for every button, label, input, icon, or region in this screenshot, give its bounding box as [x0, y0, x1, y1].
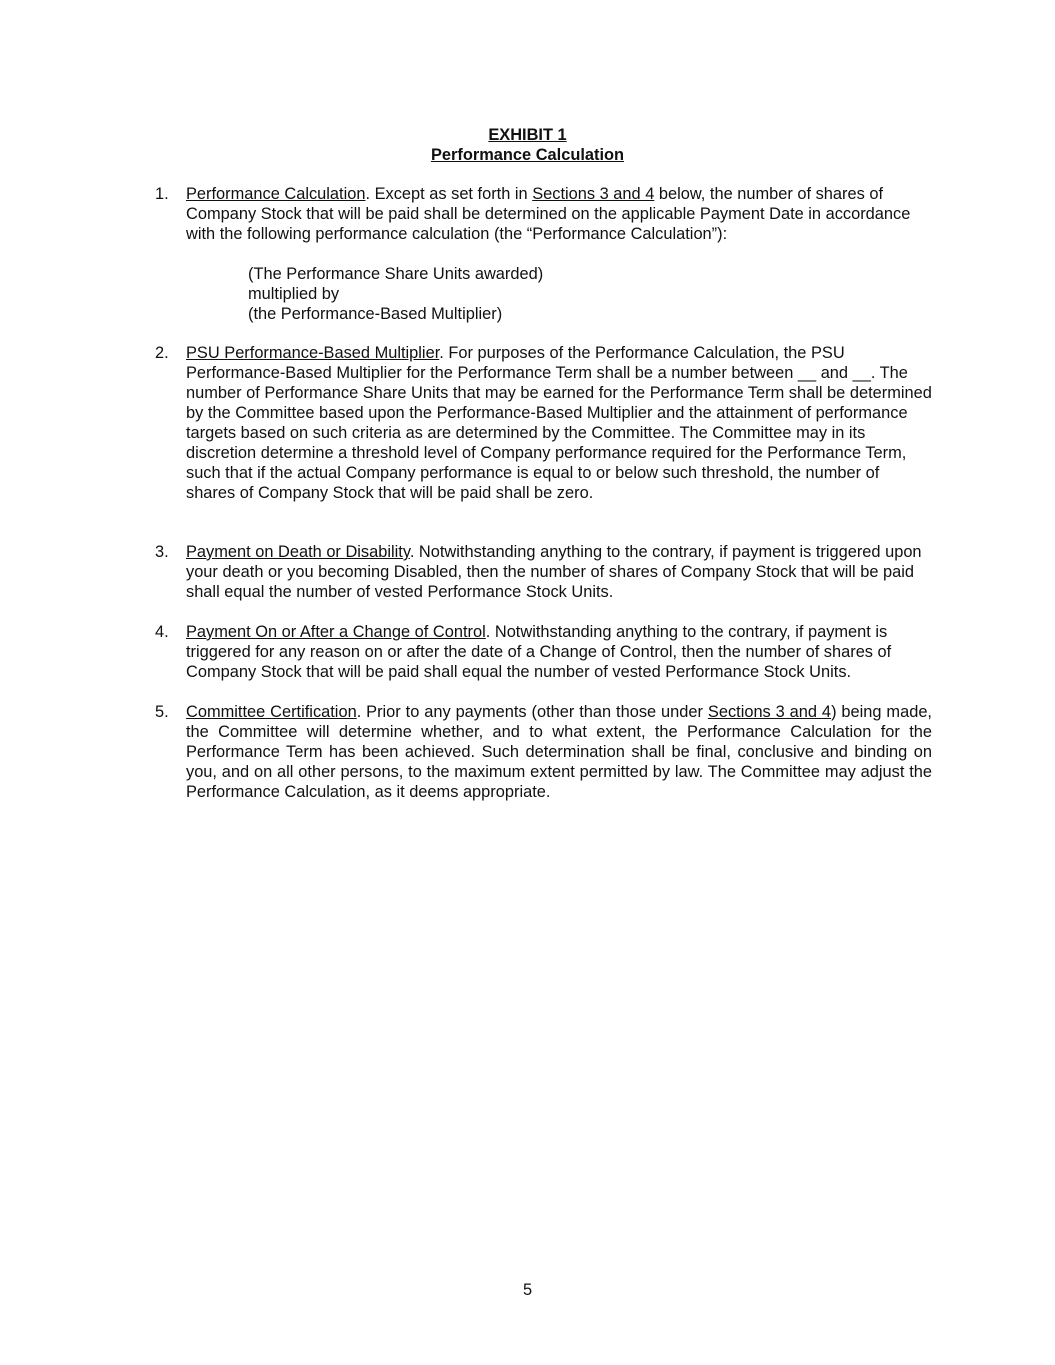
formula-line: (The Performance Share Units awarded): [248, 265, 544, 283]
section-text: . Notwithstanding anything to the contrary, if payment is triggered for any reason on or after the date of a Change of Control, then the number of shares of Company Stock that will be paid shall equal the number of vested Performance Stock Units.: [186, 623, 892, 681]
section-text: . For purposes of the Performance Calculation, the PSU Performance-Based Multiplier for the Performance Term shall be a number between __ and __. The number of Performance Share Units that may be earned for the Performance Term shall be determined by the Committee based upon the Performance-Based Multiplier and the attainment of performance targets based on such criteria as are determined by the Committee. The Committee may in its discretion determine a threshold level of Company performance required for the Performance Term, such that if the actual Company performance is equal to or below such threshold, the number of shares of Company Stock that will be paid shall be zero.: [186, 344, 932, 502]
section-heading: Performance Calculation: [186, 185, 366, 203]
formula-line: (the Performance-Based Multiplier): [248, 305, 503, 323]
section-body: [186, 542, 932, 602]
exhibit-header: [0, 125, 1055, 165]
section-text: . Notwithstanding anything to the contrary, if payment is triggered upon your death or you becoming Disabled, then the number of shares of Company Stock that will be paid shall equal the number of vested Performance Stock Units.: [186, 543, 922, 601]
section-heading: Committee Certification: [186, 703, 357, 721]
section-number: 4.: [155, 623, 169, 641]
section-heading: Payment on Death or Disability: [186, 543, 410, 561]
section-text: below, the number of shares of Company Stock that will be paid shall be determined on the applicable Payment Date in accordance with the following performance calculation (the “Performance Calculation”):: [186, 185, 911, 243]
section-body: [186, 184, 932, 244]
section-1: [155, 184, 932, 244]
section-reference: Sections 3 and 4: [707, 703, 832, 721]
section-number: 3.: [155, 543, 169, 561]
page-number: 5: [522, 1281, 533, 1299]
formula-block: [248, 264, 543, 324]
section-body: [186, 622, 932, 682]
section-reference: Sections 3 and 4: [532, 185, 655, 203]
section-body: [186, 702, 932, 802]
section-3: [155, 542, 932, 602]
section-4: [155, 622, 932, 682]
section-number: 5.: [155, 703, 169, 721]
section-text: . Prior to any payments (other than those under: [356, 703, 708, 721]
section-body: [186, 343, 932, 503]
section-heading: Payment On or After a Change of Control: [186, 623, 486, 641]
section-heading: PSU Performance-Based Multiplier: [186, 344, 440, 362]
formula-line: multiplied by: [248, 285, 340, 303]
section-text: . Except as set forth in: [365, 185, 533, 203]
section-text: ) being made, the Committee will determine whether, and to what extent, the Performance Calculation for the Performance Term has been achieved. Such determination shall be final, conclusive and binding on you, and on all other persons, to the maximum extent permitted by law. The Committee may adjust the Performance Calculation, as it deems appropriate.: [186, 703, 932, 801]
section-2: [155, 343, 932, 503]
exhibit-title: Performance Calculation: [430, 146, 625, 164]
exhibit-label: EXHIBIT 1: [488, 126, 567, 144]
section-number: 2.: [155, 344, 169, 362]
section-number: 1.: [155, 185, 169, 203]
section-5: [155, 702, 932, 802]
